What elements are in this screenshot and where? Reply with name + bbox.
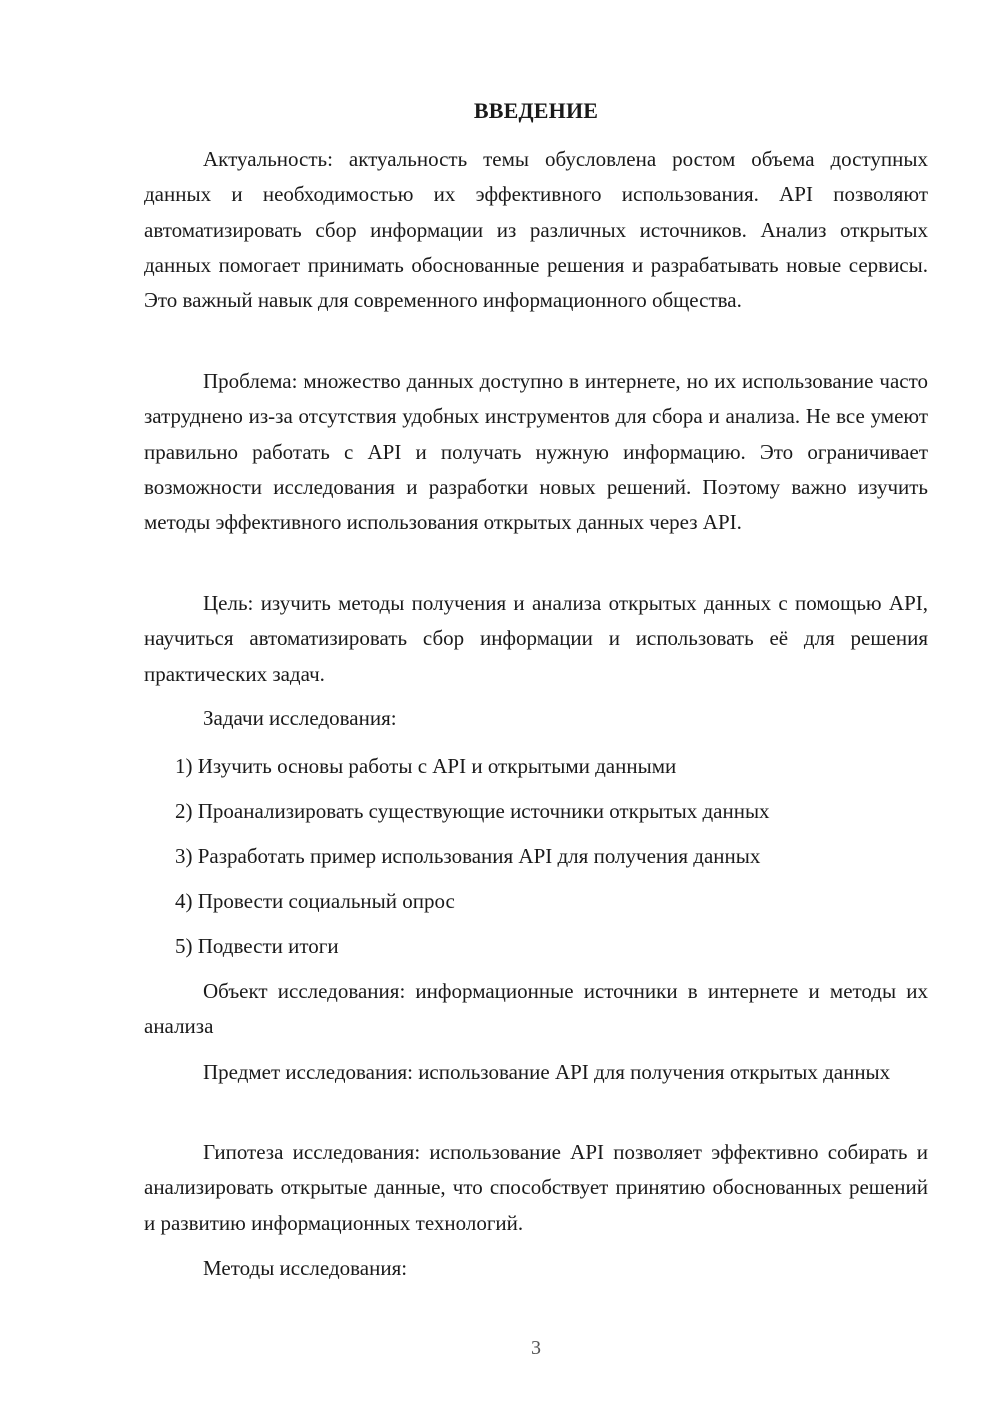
problem-paragraph: Проблема: множество данных доступно в интернете, но их использование часто затруднено из-за отсутствия удобных инструментов для сбора и анализа. Не все умеют правильно работать с API и получать нужную информацию. Это ограничивает возможности исследования и разработки новых решений. Поэтому важно изучить методы эффективного использования открытых данных через API. [144,369,928,535]
subject-paragraph: Предмет исследования: использование API для получения открытых данных [203,1060,891,1084]
task-item-4: 4) Провести социальный опрос [175,889,455,913]
relevance-paragraph: Актуальность: актуальность темы обусловлена ростом объема доступных данных и необходимостью их эффективного использования. API позволяют автоматизировать сбор информации из различных источников. Анализ открытых данных помогает принимать обоснованные решения и разрабатывать новые сервисы. Это важный навык для современного информационного общества. [144,147,928,313]
methods-heading: Методы исследования: [203,1256,408,1280]
tasks-heading: Задачи исследования: [203,706,397,730]
task-item-2: 2) Проанализировать существующие источники открытых данных [175,799,770,823]
task-item-1: 1) Изучить основы работы с API и открытыми данными [175,754,677,778]
page-title: ВВЕДЕНИЕ [473,98,599,123]
task-item-5: 5) Подвести итоги [175,934,339,958]
goal-paragraph: Цель: изучить методы получения и анализа открытых данных с помощью API, научиться автоматизировать сбор информации и использовать её для решения практических задач. [144,591,928,686]
hypothesis-paragraph: Гипотеза исследования: использование API позволяет эффективно собирать и анализировать открытые данные, что способствует принятию обоснованных решений и развитию информационных технологий. [144,1140,928,1235]
object-paragraph: Объект исследования: информационные источники в интернете и методы их анализа [144,979,928,1039]
page-number: 3 [531,1337,541,1359]
task-item-3: 3) Разработать пример использования API для получения данных [175,844,761,868]
